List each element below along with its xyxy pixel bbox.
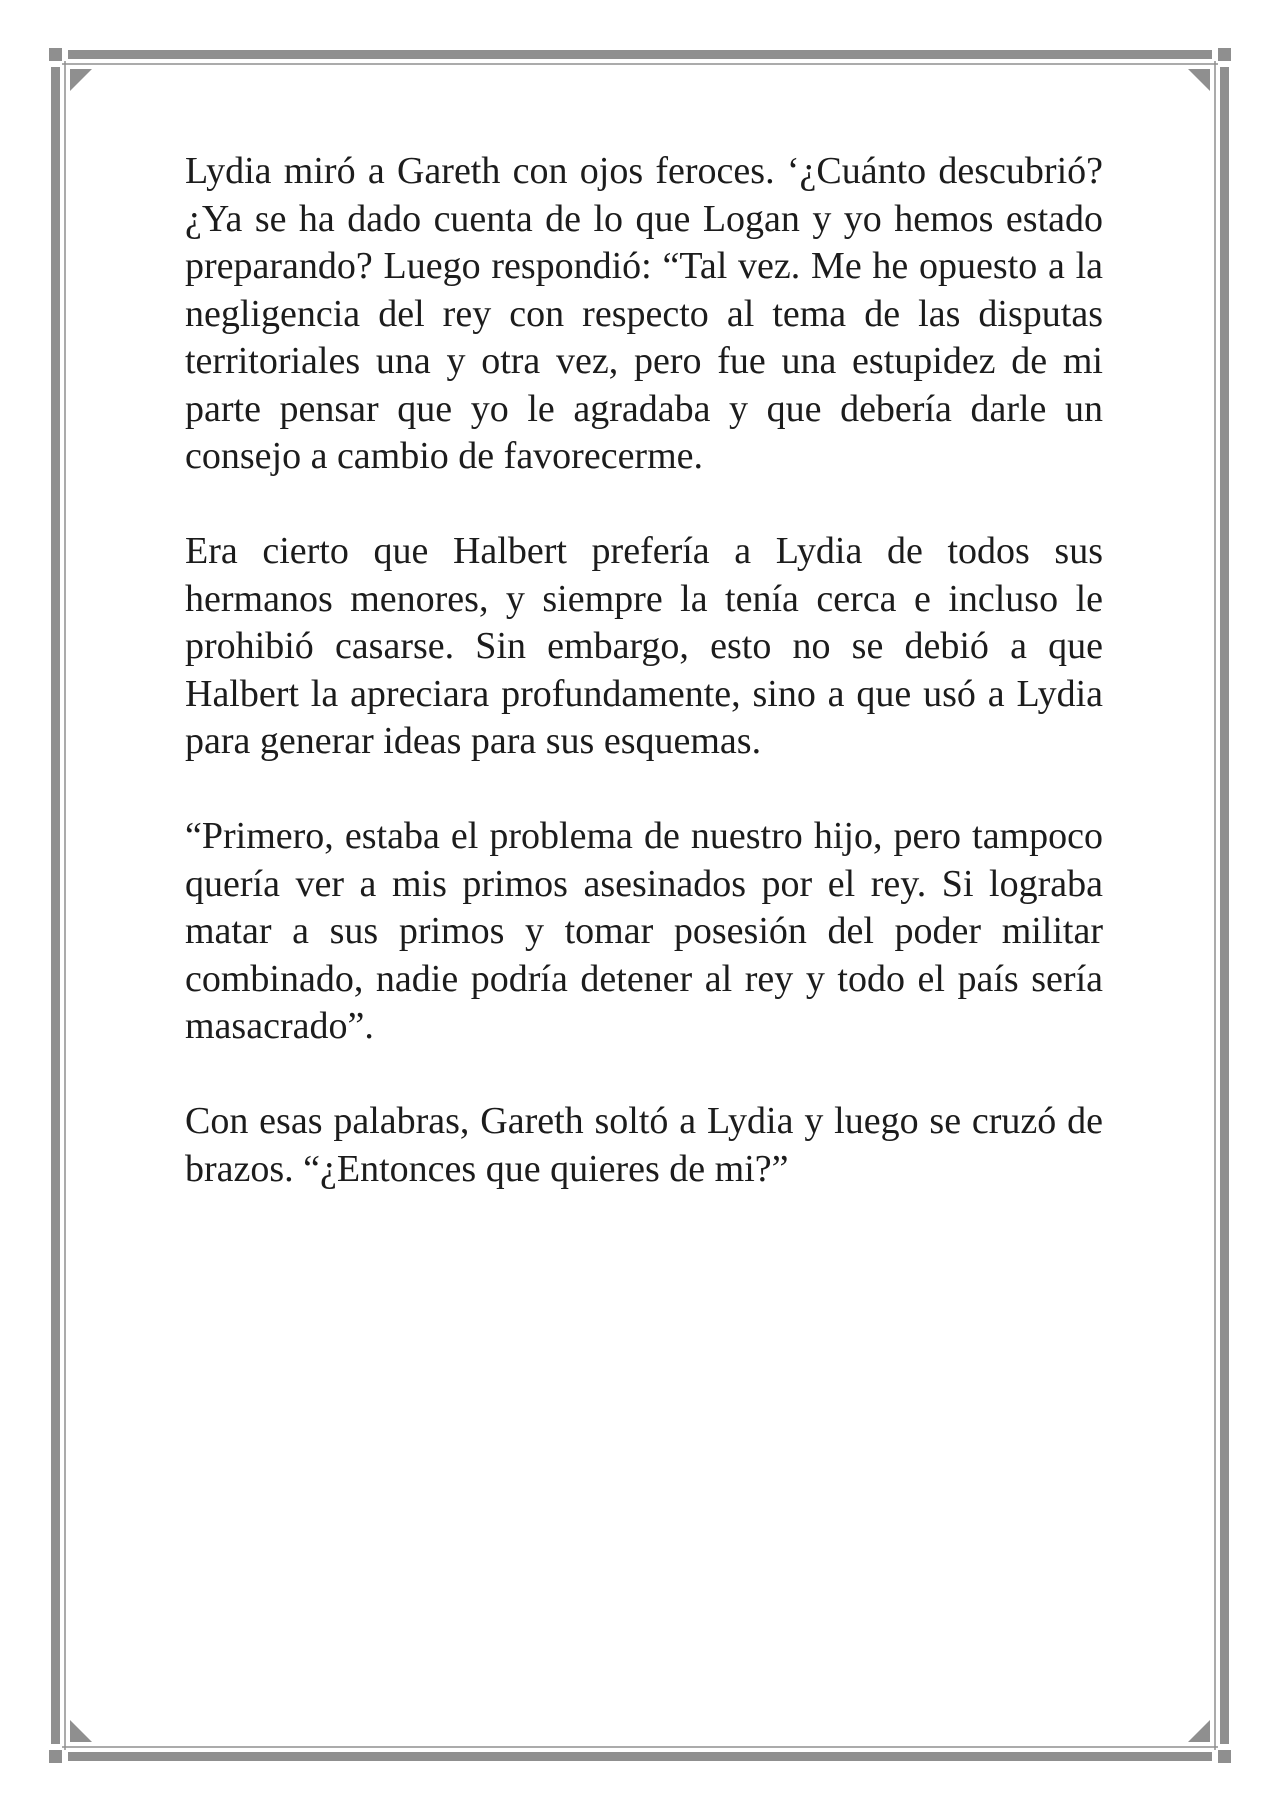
corner-triangle-bottom-right — [1188, 1720, 1210, 1742]
paragraph-3: “Primero, estaba el problema de nuestro hijo, pero tampoco quería ver a mis primos asesinados por el rey. Si lograba matar a sus primos y tomar posesión del poder militar combinado, nadie podría detener al rey y todo el país sería masacrado”. — [185, 815, 1103, 1047]
paragraph-2: Era cierto que Halbert prefería a Lydia de todos sus hermanos menores, y siempre la tenía cerca e incluso le prohibió casarse. Sin embargo, esto no se debió a que Halbert la apreciara profundamente, sino a que usó a Lydia para generar ideas para sus esquemas. — [185, 530, 1103, 762]
corner-triangle-bottom-left — [70, 1720, 92, 1742]
border-left-bar — [51, 67, 60, 1744]
corner-square-top-right — [1218, 48, 1231, 61]
border-top-bar — [68, 50, 1212, 59]
corner-square-bottom-left — [49, 1750, 62, 1763]
border-bottom-bar — [68, 1752, 1212, 1761]
paragraph-1: Lydia miró a Gareth con ojos feroces. ‘¿Cuánto descubrió? ¿Ya se ha dado cuenta de lo que Logan y yo hemos estado preparando? Luego respondió: “Tal vez. Me he opuesto a la negligencia del rey con respecto al tema de las disputas territoriales una y otra vez, pero fue una estupidez de mi parte pensar que yo le agradaba y que debería darle un consejo a cambio de favorecerme. — [185, 150, 1103, 477]
corner-triangle-top-left — [70, 69, 92, 91]
corner-square-bottom-right — [1218, 1750, 1231, 1763]
corner-square-top-left — [49, 48, 62, 61]
corner-triangle-top-right — [1188, 69, 1210, 91]
page-text-body — [185, 148, 1103, 1241]
paragraph-4: Con esas palabras, Gareth soltó a Lydia y luego se cruzó de brazos. “¿Entonces que quieres de mi?” — [185, 1100, 1103, 1190]
border-right-bar — [1220, 67, 1229, 1744]
